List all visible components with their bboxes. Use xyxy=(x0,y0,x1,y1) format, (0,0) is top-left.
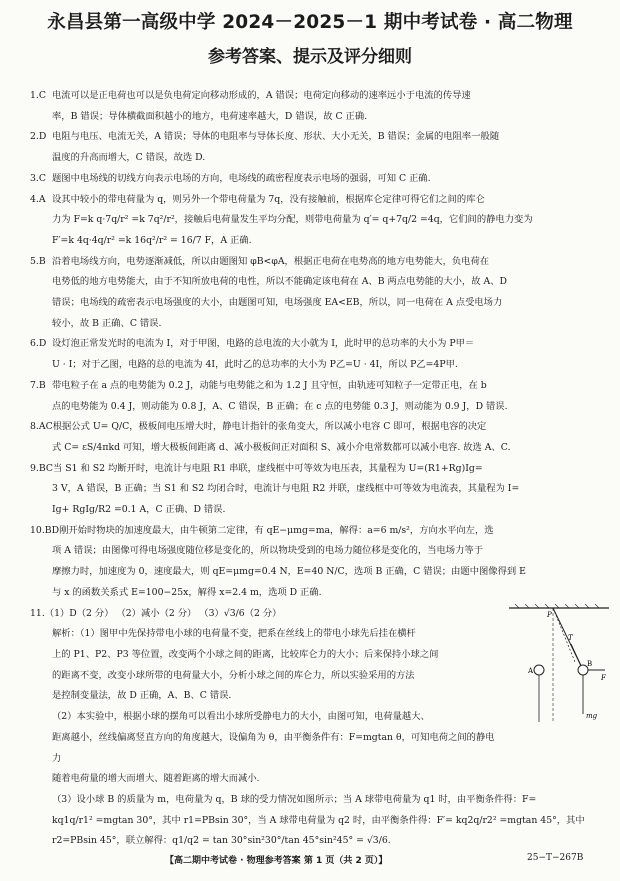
answer-line: 点的电势能为 0.4 J，则动能为 0.8 J，A、C 错误，B 正确；在 c 点的电势能 0.3 J，则动能为 0.9 J，D 错误. xyxy=(52,400,508,412)
answer-text: 当 S1 和 S2 均断开时，电流计与电阻 R1 串联，虚线框中可等效为电压表，其量程为 U=(R1+Rg)Ig= xyxy=(53,462,483,474)
explanation-line: kq1q/r1² =mgtan 30°，其中 r1=PBsin 30°，当 A 球带电荷量为 q2 时，由平衡条件得：F′= kq2q/r2² =mgtan 45°，其中 xyxy=(52,814,585,826)
answer-first-line xyxy=(30,190,590,211)
exam-title: 永昌县第一高级中学 2024－2025－1 期中考试卷 · 高二物理 xyxy=(47,12,573,33)
answer-item xyxy=(30,521,590,604)
answer-line: 摩擦力时，加速度为 0，速度最大，则 qE=μmg=0.4 N，E=40 N/C，选项 B 正确，C 错误；由题中图像得到 E xyxy=(52,566,526,578)
answer-number: 4.A xyxy=(30,193,46,205)
answer-text: 刚开始时物块的加速度最大，由牛顿第二定律，有 qE−μmg=ma，解得：a=6 m/s²，方向水平向左，选 xyxy=(59,524,494,536)
explanation-line: r2=PBsin 45°，联立解得：q1/q2 = tan 30°sin²30°/tan 45°sin²45° = √3/6. xyxy=(52,835,391,847)
answer-text: 设其中较小的带电荷量为 q，则另外一个带电荷量为 7q，没有接触前，根据库仑定律可得它们之间的库仑 xyxy=(52,193,485,205)
answer-number: 9.BC xyxy=(30,462,53,474)
answer-text: 根据公式 U= Q/C，极板间电压增大时，静电计指针的张角变大，所以减小电容 C 即可，根据电容的决定 xyxy=(52,421,487,433)
explanation-line: （2）本实验中，根据小球的摆角可以看出小球所受静电力的大小，由图可知，电荷量越大、 xyxy=(52,711,430,723)
answer-number: 3.C xyxy=(30,172,46,184)
answer-item xyxy=(30,376,590,417)
answer-11-head: 11.（1）D（2 分） （2）减小（2 分） （3）√3/6（2 分） xyxy=(30,607,282,619)
ball-a xyxy=(534,665,544,675)
answer-number: 10.BD xyxy=(30,524,60,536)
answer-item xyxy=(30,86,590,127)
answer-line: U · I；对于乙图，电路的总的电流为 4I，此时乙的总功率的大小为 P乙=U · 4I，所以 P乙=4P甲. xyxy=(52,359,458,371)
answer-item xyxy=(30,252,590,335)
answer-number: 8.AC xyxy=(30,421,53,433)
answer-line: 力为 F=k q·7q/r² =k 7q²/r²，接触后电荷量发生平均分配，则带电荷量为 q′= q+7q/2 =4q，它们间的静电力变为 xyxy=(52,214,533,226)
answer-line: 3 V，A 错误，B 正确；当 S1 和 S2 均闭合时，电流计与电阻 R2 并联，虚线框中可等效为电流表，其量程为 I= xyxy=(52,483,520,495)
label-t: T xyxy=(568,634,573,642)
answer-line: Ig+ RgIg/R2 =0.1 A，C 正确、D 错误. xyxy=(52,504,226,516)
label-mg: mg xyxy=(586,712,598,720)
answer-line: 较小，故 B 正确、C 错误. xyxy=(52,317,162,329)
explanation-line: 距离越小，丝线偏离竖直方向的角度越大，设偏角为 θ，由平衡条件有：F=mgtan θ，可知电荷之间的静电力 xyxy=(52,731,495,764)
answer-11-explanation xyxy=(30,624,593,852)
answer-first-line xyxy=(30,169,590,190)
answer-number: 7.B xyxy=(30,379,46,391)
explanation-line: 解析：（1）图甲中先保持带电小球的电荷量不变，把系在丝线上的带电小球先后挂在横杆 xyxy=(52,628,416,640)
paper-code: 25−T−267B xyxy=(527,853,584,863)
label-f: F xyxy=(601,674,606,682)
answer-list xyxy=(30,86,590,604)
answer-first-line xyxy=(30,86,590,107)
answer-number: 6.D xyxy=(30,338,47,350)
answer-number: 5.B xyxy=(30,255,46,267)
answer-line: 温度的升高而增大，C 错误，故选 D. xyxy=(52,152,206,164)
answer-item xyxy=(30,127,590,168)
footer-center: 【高二期中考试卷 · 物理参考答案 第 1 页（共 2 页）】 xyxy=(165,856,388,866)
answer-line: 与 x 的函数关系式 E=100−25x，解得 x=2.4 m，选项 D 正确. xyxy=(52,586,322,598)
answer-first-line xyxy=(30,521,590,542)
label-a: A xyxy=(528,667,534,675)
answer-text: 题图中电场线的切线方向表示电场的方向，电场线的疏密程度表示电场的强弱，可知 C 正确. xyxy=(52,172,431,184)
answer-line: F′=k 4q·4q/r² =k 16q²/r² = 16/7 F，A 正确. xyxy=(52,234,252,246)
answer-first-line xyxy=(30,127,590,148)
force-diagram xyxy=(509,604,609,734)
answer-item xyxy=(30,459,590,521)
answer-first-line xyxy=(30,459,590,480)
label-p: P xyxy=(547,611,552,619)
answer-first-line xyxy=(30,417,590,438)
explanation-line: （3）设小球 B 的质量为 m，电荷量为 q，B 球的受力情况如图所示；当 A 球带电荷量为 q1 时，由平衡条件得：F= xyxy=(52,793,537,805)
answer-item xyxy=(30,190,590,252)
answer-11 xyxy=(30,604,593,852)
answer-first-line xyxy=(30,376,590,397)
answer-first-line xyxy=(30,334,590,355)
answer-first-line xyxy=(30,252,590,273)
answer-text: 设灯泡正常发光时的电流为 I，对于甲图，电路的总电流的大小就为 I，此时甲的总功率的大小为 P甲＝ xyxy=(52,338,475,350)
answer-number: 1.C xyxy=(30,90,46,101)
explanation-line: 的距离不变，改变小球所带的电荷量大小，分析小球之间的库仑力，所以实验采用的方法 xyxy=(52,669,415,681)
answer-item xyxy=(30,417,590,458)
answer-item xyxy=(30,169,590,190)
answer-text: 沿着电场线方向，电势逐渐减低，所以由题图知 φB<φA，根据正电荷在电势高的地方电势能大，负电荷在 xyxy=(52,255,490,267)
answer-line: 错误；电场线的疏密表示电场强度的大小，由题图可知，电场强度 EA<EB，所以，同一电荷在 A 点受电场力 xyxy=(52,297,503,309)
answer-text: 电阻与电压、电流无关，A 错误；导体的电阻率与导体长度、形状、大小无关，B 错误；金属的电阻率一般随 xyxy=(52,131,500,143)
explanation-line: 是控制变量法，故 D 正确，A、B、C 错误. xyxy=(52,690,232,702)
answer-text: 带电粒子在 a 点的电势能为 0.2 J，动能与电势能之和为 1.2 J 且守恒，由轨迹可知粒子一定带正电，在 b xyxy=(52,379,487,391)
answer-line: 电势低的地方电势能大，由于不知所放电荷的电性，所以不能确定该电荷在 A、B 两点电势能的大小，故 A、D xyxy=(52,276,507,288)
exam-subtitle: 参考答案、提示及评分细则 xyxy=(208,47,412,67)
answer-text: 电流可以是正电荷也可以是负电荷定向移动形成的，A 错误；电荷定向移动的速率远小于电流的传导速 xyxy=(52,90,471,101)
answer-number: 2.D xyxy=(30,131,47,143)
answer-line: 项 A 错误；由图像可得电场强度随位移是变化的，所以物块受到的电场力随位移是变化的，当电场力等于 xyxy=(52,545,483,557)
answer-line: 式 C= εS/4πkd 可知，增大极板间距离 d、减小极板间正对面积 S、减小介电常数都可以减小电容. 故选 A、C. xyxy=(52,441,511,453)
answer-item xyxy=(30,334,590,375)
explanation-line: 上的 P1、P2、P3 等位置，改变两个小球之间的距离，比较库仑力的大小；后来保持小球之间 xyxy=(52,648,439,660)
explanation-line: 随着电荷量的增大而增大、随着距离的增大而减小. xyxy=(52,773,260,785)
answer-body xyxy=(30,86,593,852)
answer-line: 率，B 错误；导体横截面积越小的地方，电荷速率越大，D 错误，故 C 正确. xyxy=(52,110,368,122)
label-b: B xyxy=(587,660,593,668)
